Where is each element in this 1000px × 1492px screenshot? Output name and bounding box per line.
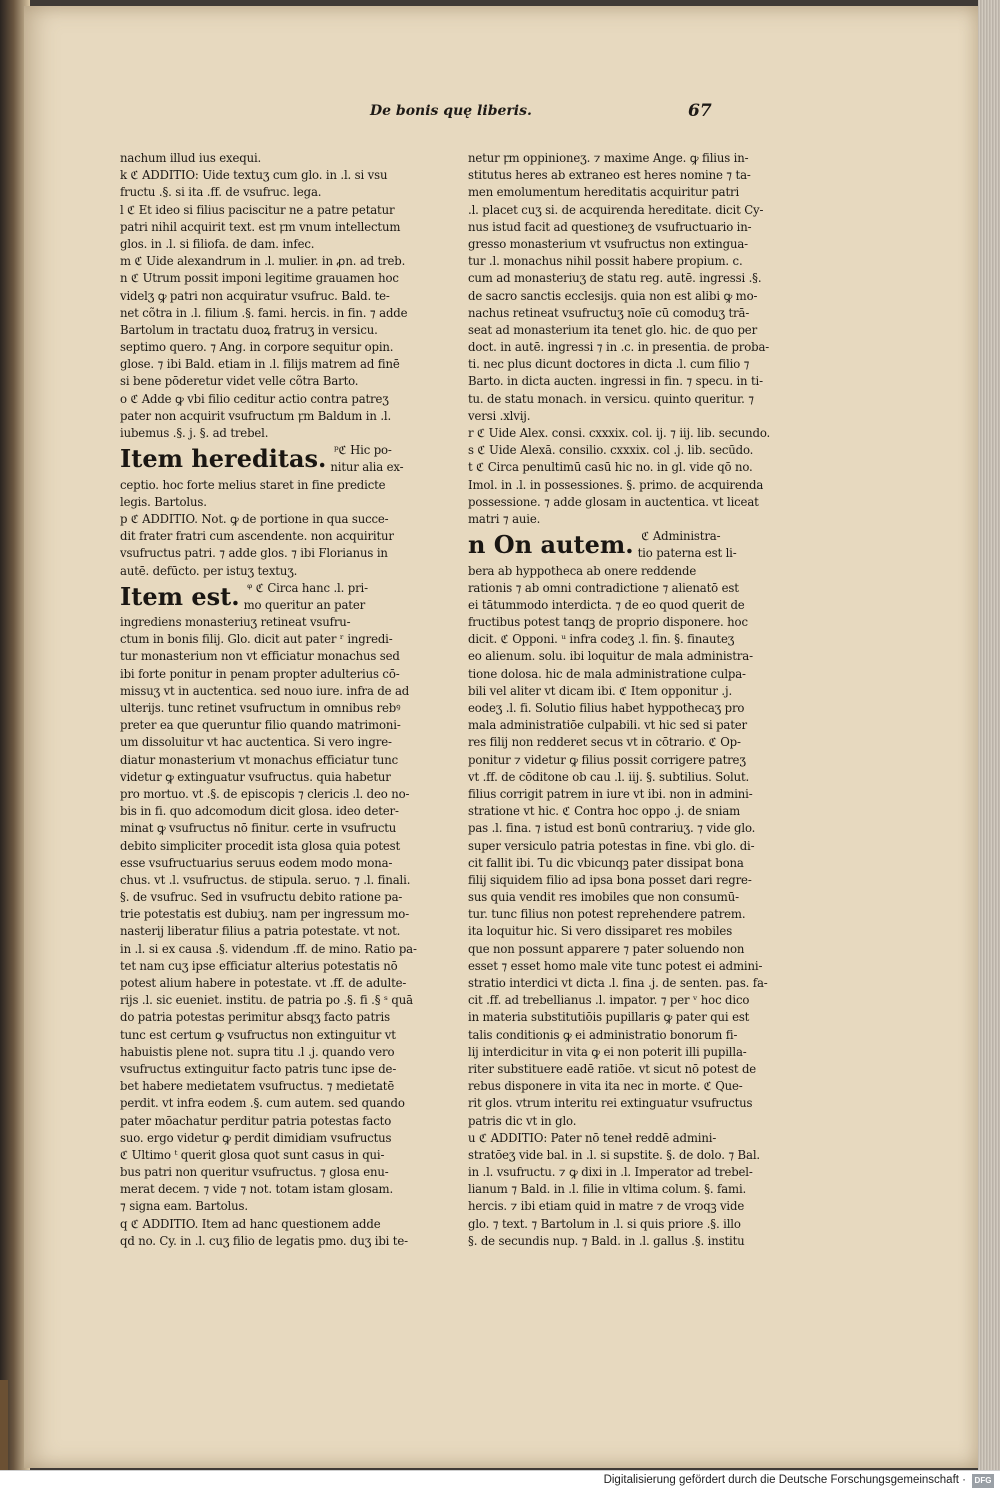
text-line: in .l. si ex causa .§. videndum .ff. de mino. Ratio pa- (120, 941, 417, 956)
text-line: autē. defūcto. per istuʒ textuʒ. (120, 563, 298, 578)
text-line: q ℭ ADDITIO. Item ad hanc questionem adde (120, 1216, 381, 1231)
running-header: De bonis quę liberis. (370, 103, 532, 119)
text-line: versi .xlvij. (468, 408, 531, 423)
text-line: glo. ⁊ text. ⁊ Bartolum in .l. si quis priore .§. illo (468, 1216, 741, 1231)
text-line: esset ⁊ esset homo male vite tunc potest ei admini- (468, 958, 763, 973)
text-line: res filij non redderet secus vt in cōtrario. ℭ Op- (468, 735, 741, 750)
text-line: bera ab hyppotheca ab onere reddende (468, 563, 697, 578)
text-line: ⁊ signa eam. Bartolus. (120, 1199, 248, 1214)
text-line: cit .ff. ad trebellianus .l. impator. ⁊ per ᵛ hoc dico (468, 993, 750, 1008)
text-line: s ℭ Uide Alexā. consilio. cxxxix. col .j. lib. secūdo. (468, 443, 754, 458)
text-line (468, 528, 742, 562)
text-line: rijs .l. sic eueniet. institu. de patria po .§. fi .§ ˢ quā (120, 993, 413, 1008)
text-line: suo. ergo videtur ꝙ perdit dimidiam vsufructus (120, 1130, 392, 1145)
text-line: o ℭ Adde ꝙ vbi filio ceditur actio contra patreʒ (120, 391, 389, 406)
text-line: nachus retineat vsufructuʒ noīe cū comoduʒ trā- (468, 305, 750, 320)
text-line: videtur ꝙ extinguatur vsufructus. quia habetur (120, 769, 391, 784)
text-line: si bene pōderetur videt velle cõtra Barto. (120, 374, 359, 389)
text-line: trie potestatis est dubiuʒ. nam per ingressum mo- (120, 907, 409, 922)
text-line: Imol. in .l. in possessiones. §. primo. de acquirenda (468, 477, 764, 492)
text-line: m ℭ Uide alexandrum in .l. mulier. in ꝓn. ad treb. (120, 254, 406, 269)
text-line: .l. placet cuʒ si. de acquirenda hereditate. dicit Cy- (468, 202, 764, 217)
text-line: r ℭ Uide Alex. consi. cxxxix. col. ij. ⁊ iij. lib. secundo. (468, 426, 771, 440)
text-line: rebus disponere in vita ita nec in morte. ℭ Que- (468, 1079, 743, 1094)
text-line: cum ad monasteriuʒ de statu reg. autē. ingressi .§. (468, 271, 762, 286)
text-line: riter substituere eadē ratiōe. vt sicut nō potest de (468, 1061, 757, 1076)
text-line: ti. nec plus dicunt doctores in dicta .l. cum filio ⁊ (468, 357, 750, 372)
text-line: tunc est certum ꝙ vsufructus non extinguitur vt (120, 1027, 396, 1042)
text-line: iubemus .§. j. §. ad trebel. (120, 426, 269, 440)
text-line: ingrediens monasteriuʒ retineat vsufru- (120, 615, 351, 630)
text-line: ei tātummodo interdicta. ⁊ de eo quod querit de (468, 597, 745, 612)
text-line: ℭ Ultimo ᵗ querit glosa quot sunt casus in qui- (120, 1147, 385, 1162)
text-line: sus quia vendit res imobiles que non consumū- (468, 890, 739, 905)
text-line: pro mortuo. vt .§. de episcopis ⁊ clericis .l. deo no- (120, 786, 410, 801)
text-line: tione dolosa. hic de mala administratione culpa- (468, 666, 746, 681)
text-line: habuistis plene not. supra titu .l .j. quando vero (120, 1044, 395, 1059)
text-line: seat ad monasterium ita tenet glo. hic. de quo per (468, 322, 758, 337)
text-line: glose. ⁊ ibi Bald. etiam in .l. filijs matrem ad finē (120, 357, 400, 372)
text-line: que non possunt apparere ⁊ pater soluendo non (468, 941, 745, 956)
text-line: eodeʒ .l. fi. Solutio filius habet hyppothecaʒ pro (468, 701, 745, 716)
text-line: hercis. ⁊ ibi etiam quid in matre ⁊ de vroqꝫ vide (468, 1199, 745, 1214)
text-line: dicit. ℭ Opponi. ᵘ infra codeʒ .l. fin. §. finauteʒ (468, 632, 735, 647)
text-line: Barto. in dicta aucten. ingressi in fin. ⁊ specu. in ti- (468, 374, 763, 389)
text-line: videlʒ ꝙ patri non acquiratur vsufruc. Bald. te- (120, 288, 390, 303)
text-line: ulterijs. tunc retinet vsufructum in omnibus rebꝰ (120, 701, 401, 716)
text-line: ctum in bonis filij. Glo. dicit aut pater ʳ ingredi- (120, 632, 393, 647)
text-line: tur .l. monachus nihil possit habere propium. c. (468, 254, 743, 269)
text-line: n ℭ Utrum possit imponi legitime grauamen hoc (120, 271, 399, 286)
text-line: stratōeʒ vide bal. in .l. si supstite. §. de dolo. ⁊ Bal. (468, 1147, 760, 1162)
text-line: potest alium habere in potestate. vt .ff. de adulte- (120, 976, 407, 991)
text-line (120, 580, 395, 614)
text-line: ita loquitur hic. Si vero dissiparet res mobiles (468, 924, 733, 939)
text-line: p ℭ ADDITIO. Not. ꝙ de portione in qua succe- (120, 511, 389, 526)
text-line: filij siquidem filio ad ipsa bona posset dari regre- (468, 872, 752, 887)
text-line: legis. Bartolus. (120, 494, 207, 509)
text-line: do patria potestas perimitur absqʒ facto patris (120, 1010, 390, 1025)
text-line: gresso monasterium vt vsufructus non extingua- (468, 236, 748, 251)
text-line: nus istud facit ad questioneʒ de vsufructuario in- (468, 219, 752, 234)
text-line: tu. de statu monach. in versicu. quinto queritur. ⁊ (468, 391, 754, 406)
text-line: u ℭ ADDITIO: Pater nō teneł reddē admini- (468, 1130, 717, 1145)
right-column (468, 150, 771, 1250)
text-line: preter ea que queruntur filio quando matrimoni- (120, 718, 401, 733)
text-line: t ℭ Circa penultimū casū hic no. in gl. vide qō no. (468, 460, 753, 475)
text-line: bis in fi. quo adcomodum dicit glosa. ideo deter- (120, 804, 399, 819)
text-line: §. de vsufruc. Sed in vsufructu debito ratione pa- (120, 890, 403, 905)
text-line: glos. in .l. si filiofa. de dam. infec. (120, 236, 315, 251)
dfg-logo: DFG (972, 1474, 994, 1488)
text-line: filius corrigit patrem in iure vt ibi. non in admini- (468, 786, 753, 801)
text-line: net cõtra in .l. filium .§. fami. hercis. in fin. ⁊ adde (120, 305, 408, 320)
text-line: matri ⁊ auie. (468, 511, 541, 526)
text-line: patris dic vt in glo. (468, 1113, 577, 1128)
text-line: in .l. vsufructu. ⁊ ꝙ dixi in .l. Imperator ad trebel- (468, 1165, 753, 1180)
text-line: minat ꝙ vsufructus nō finitur. certe in vsufructu (120, 821, 397, 836)
text-line: super versiculo patria potestas in fine. vbi glo. di- (468, 838, 755, 853)
text-line: mala administratiōe culpabili. vt hic sed si pater (468, 718, 747, 733)
text-line: stitutus heres ab extraneo est heres nomine ⁊ ta- (468, 168, 751, 183)
text-line: k ℭ ADDITIO: Uide textuʒ cum glo. in .l. si vsu (120, 168, 388, 183)
text-line: vsufructus patri. ⁊ adde glos. ⁊ ibi Florianus in (120, 546, 388, 561)
text-line: tet nam cuʒ ipse efficiatur alterius potestatis nō (120, 958, 398, 973)
text-line: um dissoluitur vt hac auctentica. Si vero ingre- (120, 735, 392, 750)
text-line: nachum illud ius exequi. (120, 151, 262, 165)
text-line: diatur monasterium vt monachus efficiatur tunc (120, 752, 399, 767)
text-line: fructu .§. si ita .ff. de vsufruc. lega. (120, 185, 322, 200)
text-line: debito simpliciter procedit ista glosa quia potest (120, 838, 401, 853)
text-line: netur ꝼm oppinioneʒ. ⁊ maxime Ange. ꝙ filius in- (468, 151, 749, 165)
text-line: vsufructus extinguitur facto patris tunc ipse de- (120, 1061, 397, 1076)
text-line: ponitur ⁊ videtur ꝙ filius possit corrigere patreʒ (468, 752, 746, 767)
text-line: in materia substitutiōis pupillaris ꝙ pater qui est (468, 1010, 750, 1025)
text-line: lij interdicitur in vita ꝙ ei non poterit illi pupilla- (468, 1044, 747, 1059)
text-line: pater mōachatur perditur patria potestas facto (120, 1113, 392, 1128)
text-line: fructibus potest tanqꝫ de proprio disponere. hoc (468, 615, 748, 630)
text-line: cit fallit ibi. Tu dic vbicunqꝫ pater dissipat bona (468, 855, 744, 870)
text-line: ceptio. hoc forte melius staret in fine predicte (120, 477, 386, 492)
left-column (120, 150, 417, 1250)
text-line: eo alienum. solu. ibi loquitur de mala administra- (468, 649, 753, 664)
text-line: bili vel aliter vt dicam ibi. ℭ Item opponitur .j. (468, 683, 733, 698)
text-line: rationis ⁊ ab omni contradictione ⁊ alienatō est (468, 580, 739, 595)
text-line (120, 442, 404, 476)
text-line: stratio interdici vt dicta .l. fina .j. de senten. pas. fa- (468, 976, 768, 991)
page-number: 67 (688, 101, 712, 121)
heading-side-text: ᵖℭ Hic po- nitur alia ex- (330, 443, 404, 475)
text-line: bet habere medietatem vsufructus. ⁊ medietatē (120, 1079, 395, 1094)
text-line: esse vsufructuarius seruus eodem modo mona- (120, 855, 393, 870)
text-line: nasterij liberatur filius a patria potestate. vt not. (120, 924, 401, 939)
text-line: Bartolum in tractatu duoꝝ fratruʒ in versicu. (120, 322, 378, 337)
text-line: §. de secundis nup. ⁊ Bald. in .l. gallus .§. institu (468, 1233, 745, 1248)
section-heading: Item est. (120, 581, 240, 611)
text-line: tur monasterium non vt efficiatur monachus sed (120, 649, 400, 664)
text-line: men emolumentum hereditatis acquiritur patri (468, 185, 740, 200)
section-heading: n On autem. (468, 530, 634, 560)
section-heading: Item hereditas. (120, 444, 327, 474)
text-line: dit frater fratri cum ascendente. non acquiritur (120, 529, 394, 544)
text-line: perdit. vt infra eodem .§. cum autem. sed quando (120, 1096, 405, 1111)
page-stack-edge (978, 0, 1000, 1470)
heading-side-text: ᵠ ℭ Circa hanc .l. pri- mo queritur an pater (243, 580, 368, 612)
text-line: merat decem. ⁊ vide ⁊ not. totam istam glosam. (120, 1182, 394, 1197)
text-line: septimo quero. ⁊ Ang. in corpore sequitur opin. (120, 340, 394, 355)
text-line: chus. vt .l. vsufructus. de stipula. seruo. ⁊ .l. finali. (120, 872, 411, 887)
text-line: rit glos. vtrum interitu rei extinguatur vsufructus (468, 1096, 753, 1111)
text-line: bus patri non queritur vsufructus. ⁊ glosa enu- (120, 1165, 389, 1180)
heading-side-text: ℭ Administra- tio paterna est li- (637, 529, 737, 561)
text-line: l ℭ Et ideo si filius paciscitur ne a patre petatur (120, 202, 395, 217)
text-line: qd no. Cy. in .l. cuʒ filio de legatis pmo. duʒ ibi te- (120, 1233, 408, 1248)
text-line: de sacro sanctis ecclesijs. quia non est alibi ꝙ mo- (468, 288, 758, 303)
text-line: missuʒ vt in auctentica. sed nouo iure. infra de ad (120, 683, 410, 698)
text-line: stratione vt hic. ℭ Contra hoc oppo .j. de sniam (468, 804, 741, 819)
footer-bar (0, 1470, 1000, 1492)
text-line: talis conditionis ꝙ ei administratio bonorum fi- (468, 1027, 738, 1042)
text-line: doct. in autē. ingressi ⁊ in .c. in presentia. de proba- (468, 340, 770, 355)
footer-credit: Digitalisierung gefördert durch die Deutsche Forschungsgemeinschaft · (603, 1474, 966, 1486)
text-line: lianum ⁊ Bald. in .l. filie in vltima colum. §. fami. (468, 1182, 747, 1197)
text-line: pas .l. fina. ⁊ istud est bonū contrariuʒ. ⁊ vide glo. (468, 821, 756, 836)
text-line: tur. tunc filius non potest reprehendere patrem. (468, 907, 746, 922)
text-line: pater non acquirit vsufructum ꝼm Baldum in .l. (120, 408, 392, 423)
text-line: vt .ff. de cōditone ob cau .l. iij. §. subtilius. Solut. (468, 769, 750, 784)
text-line: possessione. ⁊ adde glosam in auctentica. vt liceat (468, 494, 759, 509)
text-line: patri nihil acquirit text. est ꝼm vnum intellectum (120, 219, 401, 234)
text-line: ibi forte ponitur in penam propter adulterius cō- (120, 666, 400, 681)
